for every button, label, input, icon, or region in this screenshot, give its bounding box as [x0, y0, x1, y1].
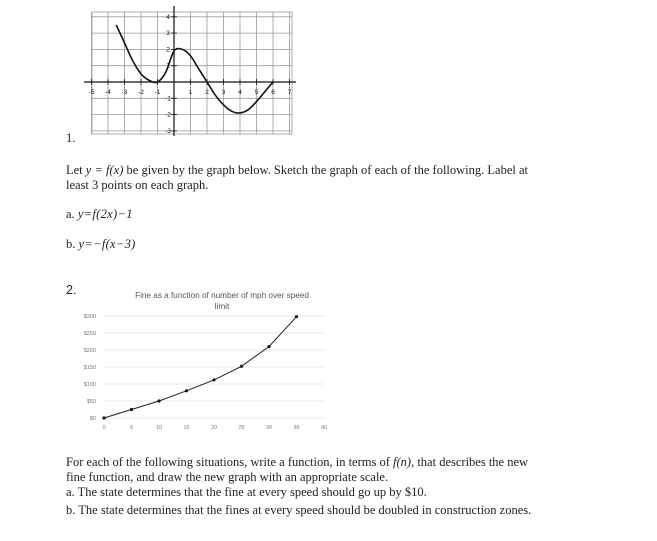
- problem-1-number: 1.: [66, 131, 76, 145]
- x-tick-label: -2: [138, 89, 144, 96]
- x-tick-label: 6: [271, 89, 275, 96]
- function-graph-y-ticks: [165, 14, 177, 135]
- y-tick-label: $300: [84, 314, 96, 320]
- data-point: [295, 315, 298, 318]
- x-tick-label: 10: [155, 425, 163, 431]
- x-tick-label: 3: [221, 89, 226, 96]
- x-tick-label: 40: [320, 425, 328, 431]
- problem-1-part-b: [66, 237, 136, 252]
- part-b-label: b.: [66, 237, 76, 251]
- problem-2-paragraph-line-2: fine function, and draw the new graph with an appropriate scale.: [66, 470, 389, 484]
- y-tick-label: 1: [166, 62, 170, 70]
- x-tick-label: 15: [183, 425, 190, 431]
- function-graph-grid: [92, 12, 293, 134]
- data-point: [102, 416, 105, 419]
- function-curve: [116, 25, 273, 113]
- y-tick-label: -3: [165, 127, 171, 135]
- x-tick-label: 4: [238, 89, 242, 96]
- fine-chart-title-line-2: limit: [214, 302, 230, 311]
- part-a-label: a.: [66, 207, 75, 221]
- x-tick-label: 30: [265, 425, 273, 431]
- problem-2-para-suffix: , that describes the new: [411, 455, 529, 469]
- grid-border: [92, 12, 292, 134]
- x-tick-label: 25: [238, 425, 245, 431]
- x-tick-label: -5: [88, 89, 95, 96]
- fine-chart-gridlines: [104, 316, 324, 418]
- problem-1-part-a: [66, 207, 133, 222]
- problem-2-part-a: a. The state determines that the fine at every speed should go up by $10.: [66, 485, 427, 499]
- data-point: [240, 365, 243, 368]
- x-tick-label: 0: [102, 425, 106, 431]
- y-tick-label: 4: [166, 13, 170, 21]
- function-graph: [82, 4, 298, 138]
- problem-2-para-prefix: For each of the following situations, write a function, in terms of: [66, 455, 394, 469]
- problem-1-instructions-line-2: least 3 points on each graph.: [66, 178, 209, 192]
- problem-2-para-math: f(n): [393, 455, 412, 469]
- problem-1-intro-prefix: Let: [66, 163, 86, 177]
- fine-chart: [84, 284, 336, 436]
- y-tick-label: $200: [84, 348, 96, 354]
- x-tick-label: 20: [210, 425, 218, 431]
- y-tick-label: 2: [166, 46, 170, 54]
- problem-2-number: 2.: [66, 283, 77, 297]
- data-point: [212, 378, 215, 381]
- problem-1-intro-math: y = f(x): [85, 163, 124, 177]
- x-tick-label: -1: [154, 89, 161, 96]
- y-tick-label: -1: [165, 95, 171, 103]
- y-tick-label: -2: [165, 111, 171, 119]
- y-tick-label: $50: [86, 399, 96, 405]
- data-point: [185, 389, 188, 392]
- fine-chart-y-tick-labels: [84, 314, 96, 422]
- x-tick-label: 5: [129, 425, 134, 431]
- x-tick-label: 35: [293, 425, 300, 431]
- x-tick-label: -3: [121, 89, 128, 96]
- data-point: [157, 399, 160, 402]
- x-tick-label: 7: [287, 89, 292, 96]
- y-tick-label: $0: [89, 416, 96, 422]
- fine-chart-title: Fine as a function of number of mph over speed: [135, 291, 309, 300]
- problem-1-instructions-line-1: [66, 163, 626, 178]
- part-b-expression: y=−f(x−3): [78, 237, 136, 251]
- x-tick-label: 2: [205, 89, 209, 96]
- y-tick-label: $100: [84, 382, 96, 388]
- x-tick-label: 1: [188, 89, 193, 96]
- y-tick-label: $150: [84, 365, 96, 371]
- problem-2-part-b: b. The state determines that the fines at every speed should be doubled in construction zones.: [66, 503, 532, 517]
- fine-chart-x-tick-labels: [102, 425, 327, 431]
- x-tick-label: -4: [105, 89, 111, 96]
- part-a-expression: y=f(2x)−1: [77, 207, 133, 221]
- problem-1-intro-suffix: be given by the graph below. Sketch the graph of each of the following. Label at: [123, 163, 529, 177]
- problem-2-paragraph-line-1: [66, 455, 646, 470]
- y-tick-label: 3: [166, 30, 170, 38]
- data-point: [130, 408, 133, 411]
- y-tick-label: $250: [84, 331, 96, 337]
- x-tick-label: 5: [254, 89, 259, 96]
- data-point: [267, 345, 270, 348]
